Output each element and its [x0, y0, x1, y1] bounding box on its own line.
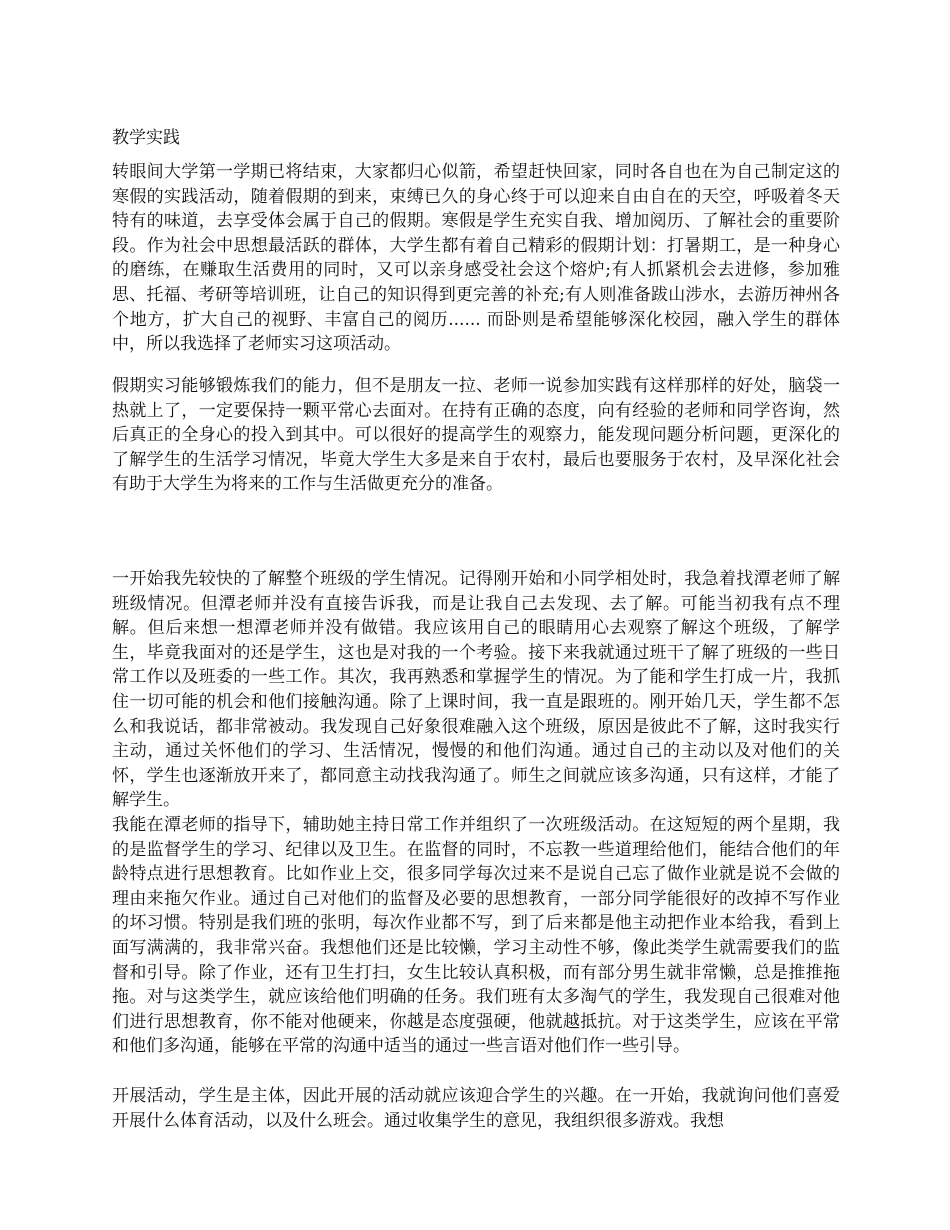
paragraph-organizing-activities: 开展活动，学生是主体，因此开展的活动就应该迎合学生的兴趣。在一开始，我就询问他们喜爱开展什么体育活动，以及什么班会。通过收集学生的意见，我组织很多游戏。我想: [112, 1086, 840, 1131]
paragraph-supervising-students: 我能在潭老师的指导下，辅助她主持日常工作并组织了一次班级活动。在这短短的两个星期，我的是监督学生的学习、纪律以及卫生。在监督的同时，不忘教一些道理给他们，能结合他们的年龄特点进行思想教育。比如作业上交，很多同学每次过来不是说自己忘了做作业就是说不会做的理由来拖欠作业。通过自己对他们的监督及必要的思想教育，一部分同学能很好的改掉不写作业的坏习惯。特别是我们班的张明，每次作业都不写，到了后来都是他主动把作业本给我，看到上面写满满的，我非常兴奋。我想他们还是比较懒，学习主动性不够，像此类学生就需要我们的监督和引导。除了作业，还有卫生打扫，女生比较认真积极，而有部分男生就非常懒，总是推推拖拖。对与这类学生，就应该给他们明确的任务。我们班有太多淘气的学生，我发现自己很难对他们进行思想教育，你不能对他硬来，你越是态度强硬，他就越抵抗。对于这类学生，应该在平常和他们多沟通，能够在平常的沟通中适当的通过一些言语对他们作一些引导。: [112, 815, 840, 1057]
document-title: 教学实践: [112, 128, 180, 148]
paragraph-winter-break-intro: 转眼间大学第一学期已将结束，大家都归心似箭，希望赶快回家，同时各自也在为自己制定这的寒假的实践活动，随着假期的到来，束缚已久的身心终于可以迎来自由自在的天空，呼吸着冬天特有的味道，去享受体会属于自己的假期。寒假是学生充实自我、增加阅历、了解社会的重要阶段。作为社会中思想最活跃的群体，大学生都有着自己精彩的假期计划：打暑期工，是一种身心的磨练，在赚取生活费用的同时，又可以亲身感受社会这个熔炉;有人抓紧机会去进修，参加雅思、托福、考研等培训班，让自己的知识得到更完善的补充;有人则准备跋山涉水，去游历神州各个地方，扩大自己的视野、丰富自己的阅历...... 而卧则是希望能够深化校园，融入学生的群体中，所以我选择了老师实习这项活动。: [112, 162, 840, 355]
paragraph-internship-benefits: 假期实习能够锻炼我们的能力，但不是朋友一拉、老师一说参加实践有这样那样的好处，脑袋一热就上了，一定要保持一颗平常心去面对。在持有正确的态度，向有经验的老师和同学咨询，然后真正的全身心的投入到其中。可以很好的提高学生的观察力，能发现问题分析问题，更深化的了解学生的生活学习情况，毕竟大学生大多是来自于农村，最后也要服务于农村，及早深化社会有助于大学生为将来的工作与生活做更充分的准备。: [112, 376, 840, 495]
paragraph-getting-to-know-class: 一开始我先较快的了解整个班级的学生情况。记得刚开始和小同学相处时，我急着找潭老师了解班级情况。但潭老师并没有直接告诉我，而是让我自己去发现、去了解。可能当初我有点不理解。但后来想一想潭老师并没有做错。我应该用自己的眼睛用心去观察了解这个班级，了解学生，毕竟我面对的还是学生，这也是对我的一个考验。接下来我就通过班干了解了班级的一些日常工作以及班委的一些工作。其次，我再熟悉和掌握学生的情况。为了能和学生打成一片，我抓住一切可能的机会和他们接触沟通。除了上课时间，我一直是跟班的。刚开始几天，学生都不怎么和我说话，都非常被动。我发现自己好象很难融入这个班级，原因是彼此不了解，这时我实行主动，通过关怀他们的学习、生活情况，慢慢的和他们沟通。通过自己的主动以及对他们的关怀，学生也逐渐放开来了，都同意主动找我沟通了。师生之间就应该多沟通，只有这样，才能了解学生。: [112, 569, 840, 811]
